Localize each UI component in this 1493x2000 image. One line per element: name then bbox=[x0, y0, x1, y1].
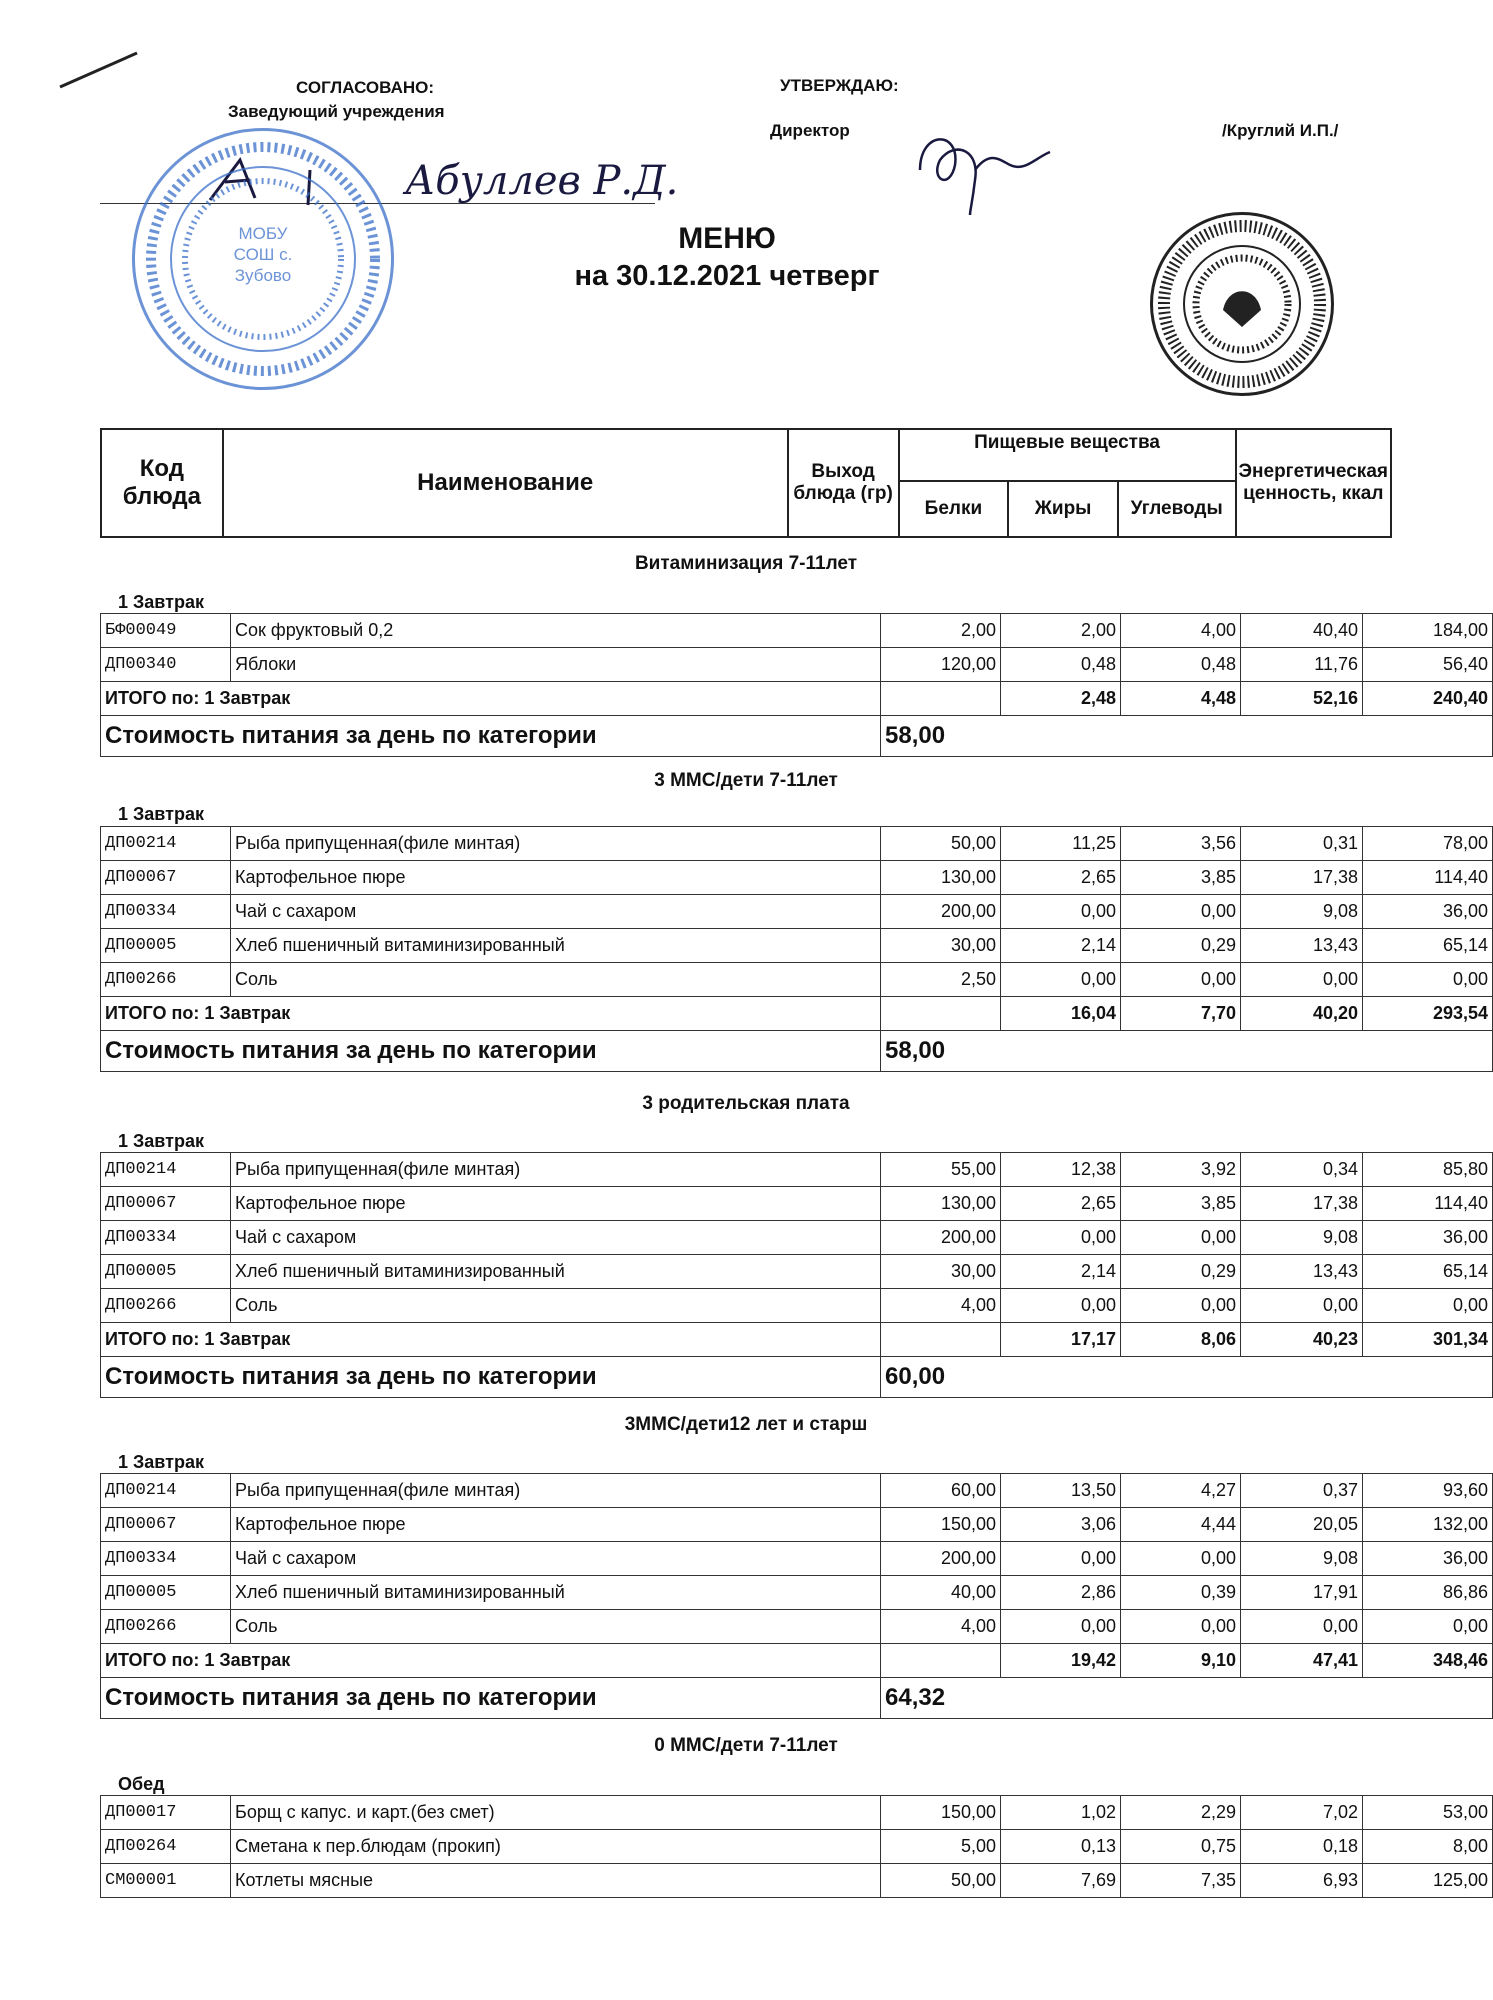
total-label: ИТОГО по: 1 Завтрак bbox=[101, 1644, 881, 1678]
dish-carbs: 11,76 bbox=[1241, 648, 1363, 682]
total-energy: 240,40 bbox=[1363, 682, 1493, 716]
dish-code: ДП00334 bbox=[101, 1221, 231, 1255]
agreed-label: СОГЛАСОВАНО: bbox=[296, 78, 435, 97]
total-fat: 8,06 bbox=[1121, 1323, 1241, 1357]
dish-protein: 2,14 bbox=[1001, 1255, 1121, 1289]
dish-output: 4,00 bbox=[881, 1289, 1001, 1323]
dish-carbs: 40,40 bbox=[1241, 614, 1363, 648]
dish-output: 4,00 bbox=[881, 1610, 1001, 1644]
agreed-role: Заведующий учреждения bbox=[228, 102, 445, 121]
table-row bbox=[101, 895, 1493, 929]
dish-code: ДП00266 bbox=[101, 1289, 231, 1323]
dish-fat: 2,29 bbox=[1121, 1796, 1241, 1830]
dish-name: Соль bbox=[231, 1610, 881, 1644]
dish-protein: 0,00 bbox=[1001, 1610, 1121, 1644]
dish-protein: 12,38 bbox=[1001, 1153, 1121, 1187]
cost-label: Стоимость питания за день по категории bbox=[101, 1678, 881, 1719]
table-row bbox=[101, 1289, 1493, 1323]
dish-carbs: 6,93 bbox=[1241, 1864, 1363, 1898]
dish-protein: 0,13 bbox=[1001, 1830, 1121, 1864]
meal-label: 1 Завтрак bbox=[118, 592, 204, 612]
table-row bbox=[101, 1153, 1493, 1187]
dish-name: Картофельное пюре bbox=[231, 1508, 881, 1542]
dish-carbs: 9,08 bbox=[1241, 1221, 1363, 1255]
dish-name: Картофельное пюре bbox=[231, 861, 881, 895]
dish-protein: 2,86 bbox=[1001, 1576, 1121, 1610]
dish-protein: 13,50 bbox=[1001, 1474, 1121, 1508]
dish-output: 5,00 bbox=[881, 1830, 1001, 1864]
total-fat: 4,48 bbox=[1121, 682, 1241, 716]
dish-carbs: 0,37 bbox=[1241, 1474, 1363, 1508]
dish-fat: 0,29 bbox=[1121, 929, 1241, 963]
menu-table bbox=[100, 1795, 1493, 1898]
dish-output: 130,00 bbox=[881, 1187, 1001, 1221]
menu-table bbox=[100, 1152, 1493, 1398]
section-title: 3ММС/дети12 лет и старш bbox=[624, 1414, 868, 1435]
dish-energy: 0,00 bbox=[1363, 1289, 1493, 1323]
total-fat: 7,70 bbox=[1121, 997, 1241, 1031]
dish-energy: 53,00 bbox=[1363, 1796, 1493, 1830]
menu-table bbox=[100, 826, 1493, 1072]
dish-output: 30,00 bbox=[881, 1255, 1001, 1289]
dish-carbs: 0,34 bbox=[1241, 1153, 1363, 1187]
dish-energy: 132,00 bbox=[1363, 1508, 1493, 1542]
dish-carbs: 13,43 bbox=[1241, 929, 1363, 963]
dish-fat: 0,00 bbox=[1121, 1542, 1241, 1576]
dish-fat: 0,00 bbox=[1121, 1610, 1241, 1644]
dish-output: 200,00 bbox=[881, 895, 1001, 929]
meal-label: 1 Завтрак bbox=[118, 1131, 204, 1151]
dish-carbs: 9,08 bbox=[1241, 895, 1363, 929]
col-carbs: Углеводы bbox=[1118, 481, 1236, 537]
dish-fat: 3,85 bbox=[1121, 861, 1241, 895]
col-energy: Энергетическая ценность, ккал bbox=[1236, 429, 1392, 537]
dish-output: 50,00 bbox=[881, 827, 1001, 861]
dish-protein: 2,65 bbox=[1001, 1187, 1121, 1221]
cost-label: Стоимость питания за день по категории bbox=[101, 716, 881, 757]
total-row bbox=[101, 1644, 1493, 1678]
dish-protein: 0,48 bbox=[1001, 648, 1121, 682]
dish-name: Хлеб пшеничный витаминизированный bbox=[231, 1255, 881, 1289]
dish-output: 130,00 bbox=[881, 861, 1001, 895]
dish-fat: 3,85 bbox=[1121, 1187, 1241, 1221]
table-row bbox=[101, 1508, 1493, 1542]
total-protein: 19,42 bbox=[1001, 1644, 1121, 1678]
dish-carbs: 7,02 bbox=[1241, 1796, 1363, 1830]
total-fat: 9,10 bbox=[1121, 1644, 1241, 1678]
total-carbs: 47,41 bbox=[1241, 1644, 1363, 1678]
dish-carbs: 0,18 bbox=[1241, 1830, 1363, 1864]
dish-code: ДП00017 bbox=[101, 1796, 231, 1830]
table-row bbox=[101, 827, 1493, 861]
dish-carbs: 0,00 bbox=[1241, 963, 1363, 997]
dish-output: 55,00 bbox=[881, 1153, 1001, 1187]
dish-protein: 1,02 bbox=[1001, 1796, 1121, 1830]
dish-energy: 36,00 bbox=[1363, 1542, 1493, 1576]
dish-fat: 0,48 bbox=[1121, 648, 1241, 682]
table-row bbox=[101, 861, 1493, 895]
dish-energy: 86,86 bbox=[1363, 1576, 1493, 1610]
dish-code: СМ00001 bbox=[101, 1864, 231, 1898]
section-title: 3 ММС/дети 7-11лет bbox=[654, 770, 838, 791]
dish-protein: 0,00 bbox=[1001, 1289, 1121, 1323]
dish-energy: 114,40 bbox=[1363, 1187, 1493, 1221]
dish-code: ДП00334 bbox=[101, 895, 231, 929]
cost-value: 58,00 bbox=[881, 1031, 1493, 1072]
table-row bbox=[101, 963, 1493, 997]
dish-fat: 0,00 bbox=[1121, 1289, 1241, 1323]
total-label: ИТОГО по: 1 Завтрак bbox=[101, 1323, 881, 1357]
dish-energy: 36,00 bbox=[1363, 1221, 1493, 1255]
dish-protein: 0,00 bbox=[1001, 1542, 1121, 1576]
total-energy: 301,34 bbox=[1363, 1323, 1493, 1357]
dish-name: Чай с сахаром bbox=[231, 895, 881, 929]
dish-name: Борщ с капус. и карт.(без смет) bbox=[231, 1796, 881, 1830]
dish-fat: 0,00 bbox=[1121, 895, 1241, 929]
total-protein: 17,17 bbox=[1001, 1323, 1121, 1357]
section-title: 3 родительская плата bbox=[642, 1093, 850, 1114]
dish-name: Хлеб пшеничный витаминизированный bbox=[231, 929, 881, 963]
dish-protein: 7,69 bbox=[1001, 1864, 1121, 1898]
cost-value: 58,00 bbox=[881, 716, 1493, 757]
dish-fat: 3,56 bbox=[1121, 827, 1241, 861]
dish-energy: 65,14 bbox=[1363, 1255, 1493, 1289]
col-name: Наименование bbox=[223, 429, 788, 537]
table-row bbox=[101, 1187, 1493, 1221]
dish-code: ДП00005 bbox=[101, 1255, 231, 1289]
table-row bbox=[101, 1830, 1493, 1864]
dish-name: Рыба припущенная(филе минтая) bbox=[231, 1474, 881, 1508]
cost-row bbox=[101, 1678, 1493, 1719]
col-output: Выход блюда (гр) bbox=[788, 429, 899, 537]
menu-table-header bbox=[100, 428, 1392, 538]
table-row bbox=[101, 1864, 1493, 1898]
table-row bbox=[101, 929, 1493, 963]
dish-name: Соль bbox=[231, 963, 881, 997]
table-row bbox=[101, 614, 1493, 648]
dish-output: 30,00 bbox=[881, 929, 1001, 963]
total-empty-cell bbox=[881, 997, 1001, 1031]
dish-carbs: 0,31 bbox=[1241, 827, 1363, 861]
dish-protein: 0,00 bbox=[1001, 895, 1121, 929]
dish-code: ДП00067 bbox=[101, 1187, 231, 1221]
dish-protein: 0,00 bbox=[1001, 1221, 1121, 1255]
section-title: 0 ММС/дети 7-11лет bbox=[654, 1735, 838, 1756]
menu-table bbox=[100, 1473, 1493, 1719]
dish-code: ДП00067 bbox=[101, 1508, 231, 1542]
dish-energy: 36,00 bbox=[1363, 895, 1493, 929]
dish-name: Чай с сахаром bbox=[231, 1542, 881, 1576]
dish-fat: 4,44 bbox=[1121, 1508, 1241, 1542]
dish-output: 2,50 bbox=[881, 963, 1001, 997]
dish-fat: 4,00 bbox=[1121, 614, 1241, 648]
dish-energy: 184,00 bbox=[1363, 614, 1493, 648]
dish-energy: 125,00 bbox=[1363, 1864, 1493, 1898]
dish-name: Котлеты мясные bbox=[231, 1864, 881, 1898]
dish-fat: 0,39 bbox=[1121, 1576, 1241, 1610]
dish-fat: 0,75 bbox=[1121, 1830, 1241, 1864]
dish-output: 200,00 bbox=[881, 1221, 1001, 1255]
dish-fat: 0,29 bbox=[1121, 1255, 1241, 1289]
dish-fat: 0,00 bbox=[1121, 1221, 1241, 1255]
cost-row bbox=[101, 1357, 1493, 1398]
col-protein: Белки bbox=[899, 481, 1009, 537]
dish-energy: 65,14 bbox=[1363, 929, 1493, 963]
cost-value: 60,00 bbox=[881, 1357, 1493, 1398]
dish-code: ДП00264 bbox=[101, 1830, 231, 1864]
table-row bbox=[101, 1474, 1493, 1508]
total-empty-cell bbox=[881, 1644, 1001, 1678]
dish-energy: 8,00 bbox=[1363, 1830, 1493, 1864]
dish-carbs: 17,91 bbox=[1241, 1576, 1363, 1610]
approve-role: Директор bbox=[770, 121, 850, 140]
dish-name: Соль bbox=[231, 1289, 881, 1323]
total-row bbox=[101, 997, 1493, 1031]
cost-label: Стоимость питания за день по категории bbox=[101, 1031, 881, 1072]
dish-fat: 7,35 bbox=[1121, 1864, 1241, 1898]
total-empty-cell bbox=[881, 1323, 1001, 1357]
col-nutrients: Пищевые вещества bbox=[899, 429, 1236, 481]
table-row bbox=[101, 1796, 1493, 1830]
total-protein: 2,48 bbox=[1001, 682, 1121, 716]
dish-energy: 78,00 bbox=[1363, 827, 1493, 861]
dish-output: 40,00 bbox=[881, 1576, 1001, 1610]
total-label: ИТОГО по: 1 Завтрак bbox=[101, 997, 881, 1031]
dish-code: ДП00067 bbox=[101, 861, 231, 895]
agreed-signature: Абуллев Р.Д. bbox=[405, 158, 679, 204]
dish-energy: 0,00 bbox=[1363, 1610, 1493, 1644]
table-row bbox=[101, 1542, 1493, 1576]
dish-carbs: 0,00 bbox=[1241, 1289, 1363, 1323]
dish-name: Картофельное пюре bbox=[231, 1187, 881, 1221]
total-carbs: 40,23 bbox=[1241, 1323, 1363, 1357]
dish-code: ДП00340 bbox=[101, 648, 231, 682]
dish-code: ДП00005 bbox=[101, 929, 231, 963]
dish-carbs: 13,43 bbox=[1241, 1255, 1363, 1289]
stamp-text: МОБУ СОШ с. Зубово bbox=[233, 224, 293, 285]
total-label: ИТОГО по: 1 Завтрак bbox=[101, 682, 881, 716]
dish-output: 120,00 bbox=[881, 648, 1001, 682]
table-row bbox=[101, 648, 1493, 682]
dish-energy: 114,40 bbox=[1363, 861, 1493, 895]
dish-protein: 2,00 bbox=[1001, 614, 1121, 648]
dish-protein: 2,14 bbox=[1001, 929, 1121, 963]
dish-code: ДП00214 bbox=[101, 1153, 231, 1187]
section-title: Витаминизация 7-11лет bbox=[634, 553, 858, 574]
cost-row bbox=[101, 1031, 1493, 1072]
table-row bbox=[101, 1610, 1493, 1644]
dish-name: Рыба припущенная(филе минтая) bbox=[231, 1153, 881, 1187]
dish-code: ДП00005 bbox=[101, 1576, 231, 1610]
dish-carbs: 20,05 bbox=[1241, 1508, 1363, 1542]
dish-output: 200,00 bbox=[881, 1542, 1001, 1576]
total-row bbox=[101, 1323, 1493, 1357]
dish-carbs: 9,08 bbox=[1241, 1542, 1363, 1576]
dish-code: ДП00266 bbox=[101, 963, 231, 997]
dish-fat: 4,27 bbox=[1121, 1474, 1241, 1508]
col-code: Код блюда bbox=[101, 429, 223, 537]
dish-code: ДП00266 bbox=[101, 1610, 231, 1644]
dish-code: ДП00334 bbox=[101, 1542, 231, 1576]
meal-label: 1 Завтрак bbox=[118, 1452, 204, 1472]
dish-name: Чай с сахаром bbox=[231, 1221, 881, 1255]
total-row bbox=[101, 682, 1493, 716]
dish-output: 150,00 bbox=[881, 1796, 1001, 1830]
dish-energy: 85,80 bbox=[1363, 1153, 1493, 1187]
cost-row bbox=[101, 716, 1493, 757]
dish-output: 150,00 bbox=[881, 1508, 1001, 1542]
menu-table bbox=[100, 613, 1493, 757]
dish-name: Сметана к пер.блюдам (прокип) bbox=[231, 1830, 881, 1864]
dish-name: Яблоки bbox=[231, 648, 881, 682]
dish-name: Хлеб пшеничный витаминизированный bbox=[231, 1576, 881, 1610]
total-protein: 16,04 bbox=[1001, 997, 1121, 1031]
dish-protein: 3,06 bbox=[1001, 1508, 1121, 1542]
cost-label: Стоимость питания за день по категории bbox=[101, 1357, 881, 1398]
approve-label: УТВЕРЖДАЮ: bbox=[780, 76, 899, 95]
dish-code: ДП00214 bbox=[101, 827, 231, 861]
dish-code: ДП00214 bbox=[101, 1474, 231, 1508]
dish-energy: 56,40 bbox=[1363, 648, 1493, 682]
table-row bbox=[101, 1576, 1493, 1610]
table-row bbox=[101, 1255, 1493, 1289]
meal-label: 1 Завтрак bbox=[118, 804, 204, 824]
dish-name: Сок фруктовый 0,2 bbox=[231, 614, 881, 648]
total-empty-cell bbox=[881, 682, 1001, 716]
dish-output: 2,00 bbox=[881, 614, 1001, 648]
school-stamp bbox=[132, 128, 394, 390]
total-energy: 348,46 bbox=[1363, 1644, 1493, 1678]
cost-value: 64,32 bbox=[881, 1678, 1493, 1719]
total-energy: 293,54 bbox=[1363, 997, 1493, 1031]
pen-mark-icon bbox=[55, 45, 145, 95]
page-subtitle: на 30.12.2021 четверг bbox=[574, 260, 880, 292]
total-carbs: 52,16 bbox=[1241, 682, 1363, 716]
dish-carbs: 17,38 bbox=[1241, 1187, 1363, 1221]
dish-carbs: 17,38 bbox=[1241, 861, 1363, 895]
dish-carbs: 0,00 bbox=[1241, 1610, 1363, 1644]
dish-output: 60,00 bbox=[881, 1474, 1001, 1508]
dish-protein: 0,00 bbox=[1001, 963, 1121, 997]
total-carbs: 40,20 bbox=[1241, 997, 1363, 1031]
dish-protein: 2,65 bbox=[1001, 861, 1121, 895]
dish-name: Рыба припущенная(филе минтая) bbox=[231, 827, 881, 861]
dish-fat: 0,00 bbox=[1121, 963, 1241, 997]
dish-fat: 3,92 bbox=[1121, 1153, 1241, 1187]
dish-code: БФ00049 bbox=[101, 614, 231, 648]
page-title: МЕНЮ bbox=[678, 222, 776, 255]
col-fat: Жиры bbox=[1008, 481, 1118, 537]
director-signature-icon bbox=[900, 110, 1060, 220]
approve-name: /Круглий И.П./ bbox=[1222, 121, 1339, 140]
dish-protein: 11,25 bbox=[1001, 827, 1121, 861]
dish-output: 50,00 bbox=[881, 1864, 1001, 1898]
dish-energy: 93,60 bbox=[1363, 1474, 1493, 1508]
meal-label: Обед bbox=[118, 1774, 165, 1794]
dish-energy: 0,00 bbox=[1363, 963, 1493, 997]
table-row bbox=[101, 1221, 1493, 1255]
